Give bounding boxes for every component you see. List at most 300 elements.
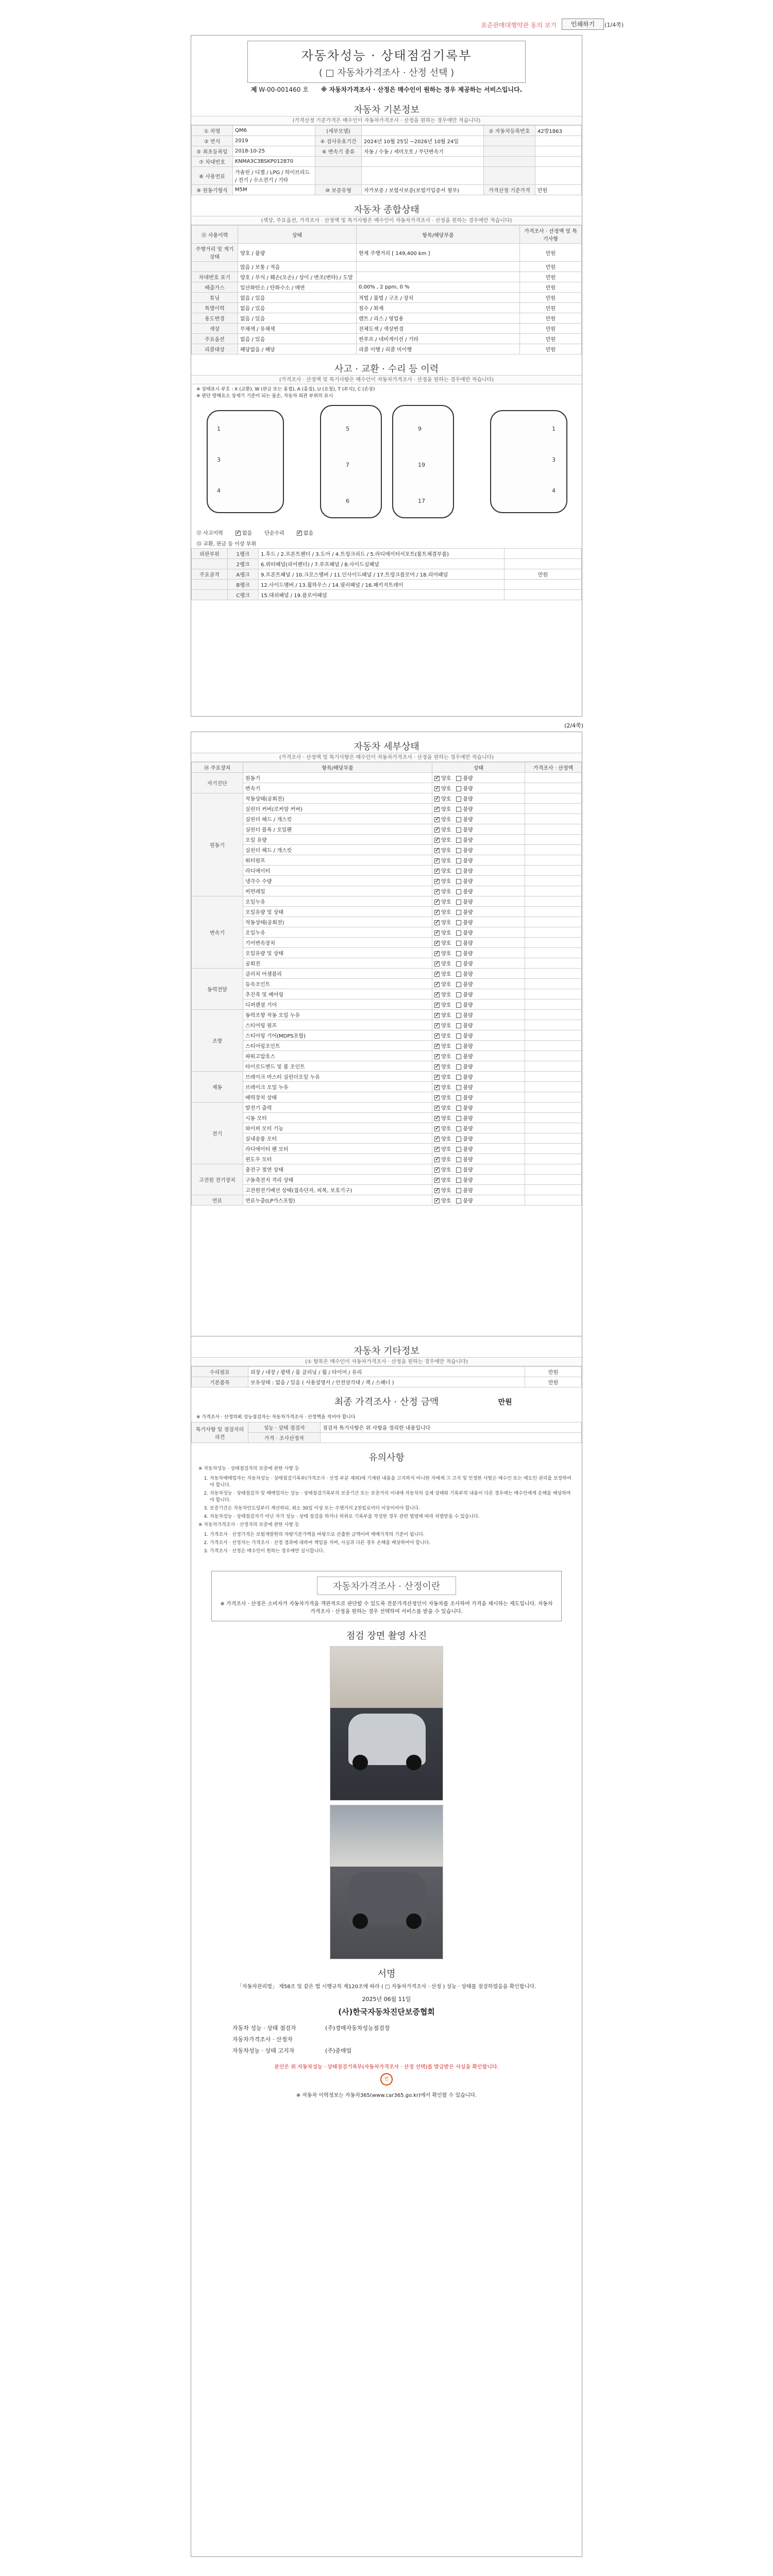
detail-item: 냉각수 수량 [243, 876, 432, 886]
detail-item: 오일유량 및 상태 [243, 948, 432, 958]
detail-device: 조향 [192, 1010, 243, 1072]
basic-value-b [362, 157, 484, 167]
detail-state: ✓ 양호 불량 [432, 969, 525, 979]
parts-rank: B랭크 [228, 580, 259, 590]
checkbox [456, 889, 461, 894]
overall-name: 특별이력 [192, 303, 238, 313]
doc-number-label: 제 [250, 86, 257, 93]
sign-role: 자동차가격조사 · 산정자 [232, 2036, 293, 2043]
detail-amount [525, 866, 582, 876]
parts-amount [505, 590, 582, 600]
sign-title: 서명 [377, 1969, 396, 1979]
sign-footer-2: ※ 자동차 이력정보는 자동차365(www.car365.go.kr)에서 확인할 수 있습니다. [296, 2093, 477, 2098]
detail-item: 스티어링 기어(MDPS포함) [243, 1030, 432, 1041]
detail-item: 타이로드엔드 및 볼 조인트 [243, 1061, 432, 1072]
detail-row [192, 1082, 582, 1092]
agreement-link[interactable]: 표준판매대행약관 동의 보기 [481, 22, 557, 29]
checkbox [456, 1003, 461, 1008]
sign-row [232, 2033, 541, 2045]
basic-label-2: 가격산정 기준가격 [484, 185, 535, 195]
detail-item: 원동기 [243, 773, 432, 783]
detail-row [192, 1164, 582, 1175]
checkbox [456, 951, 461, 956]
checkbox-checked [434, 1106, 440, 1111]
special-v-2 [321, 1433, 582, 1443]
detail-state: ✓ 양호 불량 [432, 886, 525, 896]
checkbox-checked [434, 1198, 440, 1204]
basic-row [192, 136, 582, 146]
detail-state: ✓ 양호 불량 [432, 1061, 525, 1072]
checkbox [456, 961, 461, 967]
detail-row [192, 1010, 582, 1020]
overall-item: 썬루프 / 네비게이션 / 기타 [357, 334, 520, 344]
overall-header-2: 상태 [238, 226, 357, 244]
detail-item: 구동축전지 격리 상태 [243, 1175, 432, 1185]
overall-state: 많음 / 보통 / 적음 [238, 262, 357, 272]
etc-items: 외장 / 내장 / 광택 / 룸 클리닝 / 휠 / 타이어 / 유리 [248, 1367, 525, 1377]
checkbox [456, 776, 461, 781]
special-table [191, 1422, 582, 1443]
accident-legend-1: ※ 상태표시 부호 : X (교환), W (판금 또는 용접), A (흠집), U (요철), T (부식), C (손상) [196, 387, 375, 392]
detail-header-2: 항목/해당부품 [243, 762, 432, 773]
overall-note: 만원 [520, 313, 582, 324]
etc-amount: 만원 [525, 1367, 582, 1377]
detail-amount [525, 1051, 582, 1061]
detail-item: 와이퍼 모터 기능 [243, 1123, 432, 1133]
detail-row [192, 804, 582, 814]
simple-repair-label: 단순수리 [264, 531, 284, 536]
etc-row [192, 1377, 582, 1387]
basic-label-2 [484, 136, 535, 146]
detail-amount [525, 793, 582, 804]
detail-amount [525, 1103, 582, 1113]
detail-state: ✓ 양호 불량 [432, 927, 525, 938]
basic-value-2: 만원 [535, 185, 582, 195]
checkbox [456, 930, 461, 936]
basic-label: ⑨ 원동기형식 [192, 185, 233, 195]
detail-item: 등속조인트 [243, 979, 432, 989]
checkbox [456, 1188, 461, 1193]
detail-amount [525, 824, 582, 835]
overall-state: 없음 / 있음 [238, 334, 357, 344]
detail-row [192, 958, 582, 969]
detail-amount [525, 1113, 582, 1123]
detail-item: 오일 유량 [243, 835, 432, 845]
etc-amount: 만원 [525, 1377, 582, 1387]
detail-state: ✓ 양호 불량 [432, 989, 525, 999]
overall-note: 만원 [520, 344, 582, 354]
detail-item: 충전구 절연 상태 [243, 1164, 432, 1175]
checkbox-checked [434, 1167, 440, 1173]
accident-history-label: ⑫ 사고이력 [196, 531, 223, 536]
parts-row [192, 559, 582, 569]
car-damage-diagram: 1 3 4 5 7 6 9 19 17 1 3 4 [196, 405, 577, 523]
detail-state: ✓ 양호 불량 [432, 979, 525, 989]
page-indicator: (1/4쪽) [604, 22, 624, 28]
detail-amount [525, 814, 582, 824]
basic-label: ⑦ 차대번호 [192, 157, 233, 167]
parts-row [192, 590, 582, 600]
detail-note: (가격조사 · 산정액 및 특기사항은 매수인이 자동차가격조사 · 산정을 원하는 경우에만 적습니다) [191, 753, 582, 762]
basic-value-2 [535, 167, 582, 185]
sign-date: 2025년 06월 11일 [362, 1996, 411, 2003]
checkbox [456, 1137, 461, 1142]
overall-name: 배출가스 [192, 282, 238, 293]
detail-row [192, 824, 582, 835]
detail-amount [525, 917, 582, 927]
detail-row [192, 855, 582, 866]
checkbox [456, 786, 461, 791]
checkbox-checked [434, 1013, 440, 1018]
detail-amount [525, 783, 582, 793]
sign-law: 「자동차관리법」 제58조 및 같은 법 시행규칙 제120조에 따라 ( □ 자동차가격조사 · 산정 ) 성능 · 상태를 점검하였음을 확인합니다. [237, 1984, 536, 1990]
detail-item: 배력장치 상태 [243, 1092, 432, 1103]
parts-rank: A랭크 [228, 569, 259, 580]
overall-table [191, 225, 582, 354]
checkbox-checked [434, 1054, 440, 1059]
parts-group [192, 590, 228, 600]
checkbox-checked [434, 1126, 440, 1131]
basic-label: ⑤ 최초등록일 [192, 146, 233, 157]
checkbox-checked [434, 1075, 440, 1080]
overall-row [192, 334, 582, 344]
overall-note: 만원 [520, 272, 582, 282]
etc-device: 기본품목 [192, 1377, 248, 1387]
parts-amount [505, 549, 582, 559]
overall-name: 주행거리 및 계기상태 [192, 244, 238, 262]
sheet-page-3 [191, 1336, 582, 2557]
parts-list: 6.쿼터패널(리어펜더) / 7.루프패널 / 8.사이드실패널 [259, 559, 505, 569]
detail-amount [525, 804, 582, 814]
detail-item: 스티어링 펌프 [243, 1020, 432, 1030]
overall-name: 용도변경 [192, 313, 238, 324]
parts-group [192, 580, 228, 590]
checkbox [456, 1126, 461, 1131]
overall-note: (색상, 주요옵션, 가격조사 · 산정액 및 특기사항은 매수인이 자동차가격조사 · 산정을 원하는 경우에만 적습니다) [191, 216, 582, 225]
detail-state: ✓ 양호 불량 [432, 1030, 525, 1041]
detail-item: 고전원전기배선 상태(접속단자, 피복, 보호기구) [243, 1185, 432, 1195]
detail-device: 변속기 [192, 896, 243, 969]
detail-state: ✓ 양호 불량 [432, 948, 525, 958]
detail-amount [525, 958, 582, 969]
checkbox-checked [434, 889, 440, 894]
detail-state: ✓ 양호 불량 [432, 1185, 525, 1195]
detail-device: 전기 [192, 1103, 243, 1164]
checkbox [456, 972, 461, 977]
detail-state: ✓ 양호 불량 [432, 876, 525, 886]
etc-device: 수리필요 [192, 1367, 248, 1377]
document-number-row [191, 83, 582, 95]
basic-label-b: (세부모델) [315, 126, 362, 136]
overall-state: 양호 / 불량 [238, 244, 357, 262]
detail-amount [525, 1092, 582, 1103]
sheet-page-2 [191, 732, 582, 1404]
checkbox-checked [434, 1033, 440, 1039]
sign-role: 자동차 성능 · 상태 점검자 [232, 2025, 296, 2031]
checkbox-checked [434, 1137, 440, 1142]
detail-state: ✓ 양호 불량 [432, 1154, 525, 1164]
checkbox-checked [434, 982, 440, 987]
basic-label: ① 차명 [192, 126, 233, 136]
detail-state: ✓ 양호 불량 [432, 855, 525, 866]
detail-amount [525, 1133, 582, 1144]
accident-note: (가격조사 · 산정액 및 특기사항은 매수인이 자동차가격조사 · 산정을 원하는 경우에만 적습니다) [191, 375, 582, 384]
checkbox [456, 838, 461, 843]
detail-item: 실린더 헤드 / 개스킷 [243, 845, 432, 855]
overall-note: 만원 [520, 244, 582, 262]
detail-device: 연료 [192, 1195, 243, 1206]
page-indicator-2: (2/4쪽) [564, 722, 583, 729]
detail-row [192, 1175, 582, 1185]
checkbox [456, 1064, 461, 1070]
checkbox-checked [434, 1023, 440, 1028]
overall-header-3: 항목/해당부품 [357, 226, 520, 244]
detail-row [192, 896, 582, 907]
checkbox [456, 1178, 461, 1183]
accident-history-value: 없음 [242, 531, 253, 536]
accident-title: 사고 · 교환 · 수리 등 이력 [334, 364, 439, 375]
basic-label-b: ⑥ 변속기 종류 [315, 146, 362, 157]
overall-item: 리콜 이행 / 리콜 미이행 [357, 344, 520, 354]
parts-amount [505, 559, 582, 569]
checkbox-checked [434, 807, 440, 812]
basic-info-table [191, 125, 582, 195]
detail-table [191, 762, 582, 1206]
notice-item: 2. 자동차성능 · 상태점검자 및 매매업자는 성능 · 상태점검기록부의 보증기간 또는 보증거리 이내에 자동차의 실제 상태와 기록부의 내용이 다른 경우에는 매수인에게 손해를 배상하여야 합니다. [210, 1490, 575, 1504]
checkbox [456, 1054, 461, 1059]
overall-header-4: 가격조사 · 산정액 및 특기사항 [520, 226, 582, 244]
parts-list: 15.대쉬패널 / 19.플로어패널 [259, 590, 505, 600]
detail-row [192, 1061, 582, 1072]
basic-row [192, 126, 582, 136]
sign-role: 자동차성능 · 상태 고지자 [232, 2047, 295, 2054]
detail-amount [525, 845, 582, 855]
detail-item: 스티어링조인트 [243, 1041, 432, 1051]
checkbox [456, 1116, 461, 1121]
overall-name: 튜닝 [192, 293, 238, 303]
notice-block [191, 1464, 582, 1558]
detail-row [192, 1051, 582, 1061]
detail-item: 디퍼렌셜 기어 [243, 999, 432, 1010]
overall-state: 무채색 / 유채색 [238, 324, 357, 334]
detail-item: 라디에이터 팬 모터 [243, 1144, 432, 1154]
sign-value: (주)경매자동차성능점검장 [325, 2025, 390, 2031]
basic-row [192, 157, 582, 167]
checkbox-checked [434, 1003, 440, 1008]
detail-row [192, 1103, 582, 1113]
detail-header-4: 가격조사 · 산정액 [525, 762, 582, 773]
notice-item: 3. 가격조사 · 산정은 매수인이 원하는 경우에만 실시합니다. [210, 1548, 575, 1555]
basic-label: ⑧ 사용연료 [192, 167, 233, 185]
special-v-1: 점검자 특기사항은 위 사항을 정리한 내용입니다 [321, 1422, 582, 1433]
detail-state: ✓ 양호 불량 [432, 1103, 525, 1113]
inspection-photo-1 [330, 1646, 443, 1801]
overall-title: 자동차 종합상태 [354, 205, 419, 215]
overall-row [192, 282, 582, 293]
detail-state: ✓ 양호 불량 [432, 999, 525, 1010]
checkbox [456, 900, 461, 905]
detail-device: 자기진단 [192, 773, 243, 793]
overall-note: 만원 [520, 262, 582, 272]
overall-state: 일산화탄소 / 탄화수소 / 매연 [238, 282, 357, 293]
detail-row [192, 835, 582, 845]
detail-device: 동력전달 [192, 969, 243, 1010]
detail-amount [525, 938, 582, 948]
detail-row [192, 814, 582, 824]
checkbox-checked [434, 786, 440, 791]
detail-state: ✓ 양호 불량 [432, 804, 525, 814]
overall-item: 0.00% , 2 ppm, 0 % [357, 282, 520, 293]
detail-state: ✓ 양호 불량 [432, 1041, 525, 1051]
notice-item: 1. 자동차매매업자는 자동차성능 · 상태점검기록부(가격조사 · 산정 부분 제외)에 기재된 내용을 고지하지 아니한 자에게 그 고지 및 인정한 사항은 매수인 또는 매도인 권리를 보장하여야 합니다. [210, 1476, 575, 1489]
notice-item: 4. 자동차성능 · 상태점검자가 아닌 자가 성능 · 상태 점검을 하거나 허위로 기록부를 작성한 경우 관련 법령에 따라 처벌받을 수 있습니다. [210, 1514, 575, 1520]
top-bar [0, 14, 773, 35]
detail-item: 변속기 [243, 783, 432, 793]
detail-item: 클러치 어셈블리 [243, 969, 432, 979]
detail-header-1: ⑭ 주요장치 [192, 762, 243, 773]
overall-name: 차대번호 표기 [192, 272, 238, 282]
overall-row [192, 303, 582, 313]
detail-row [192, 1195, 582, 1206]
checkbox [456, 941, 461, 946]
checkbox-checked [434, 848, 440, 853]
overall-item: 침수 / 화재 [357, 303, 520, 313]
checkbox-checked [434, 1064, 440, 1070]
checkbox-checked [434, 1116, 440, 1121]
checkbox [456, 1167, 461, 1173]
detail-state: ✓ 양호 불량 [432, 938, 525, 948]
basic-value: 가솔린 / 디젤 / LPG / 하이브리드 / 전기 / 수소전기 / 기타 [233, 167, 315, 185]
special-k-2: 가격 · 조사산정자 [248, 1433, 321, 1443]
detail-amount [525, 927, 582, 938]
detail-amount [525, 1144, 582, 1154]
detail-row [192, 1154, 582, 1164]
checkbox [456, 858, 461, 863]
detail-amount [525, 1195, 582, 1206]
detail-state: ✓ 양호 불량 [432, 814, 525, 824]
detail-item: 연료누출(LP가스포함) [243, 1195, 432, 1206]
detail-title: 자동차 세부상태 [354, 741, 419, 752]
basic-info-note: (가격산정 기준가격은 매수인이 자동차가격조사 · 산정을 원하는 경우에만 적습니다) [191, 116, 582, 125]
detail-item: 공회전 [243, 958, 432, 969]
detail-item: 파워고압호스 [243, 1051, 432, 1061]
detail-row [192, 1072, 582, 1082]
parts-title: ⑬ 교환, 판금 등 이상 부위 [196, 541, 257, 547]
basic-label-b: ④ 검사유효기간 [315, 136, 362, 146]
overall-header-1: ⑪ 사용이력 [192, 226, 238, 244]
detail-item: 추진축 및 베어링 [243, 989, 432, 999]
detail-row [192, 999, 582, 1010]
ad-box [211, 1571, 562, 1621]
detail-state: ✓ 양호 불량 [432, 1144, 525, 1154]
overall-state: 없음 / 있음 [238, 303, 357, 313]
overall-state: 없음 / 있음 [238, 313, 357, 324]
basic-value-2: 42방1863 [535, 126, 582, 136]
print-button[interactable]: 인쇄하기 [562, 19, 604, 30]
overall-note: 만원 [520, 324, 582, 334]
detail-item: 워터펌프 [243, 855, 432, 866]
parts-list: 12.사이드멤버 / 13.휠하우스 / 14.필러패널 / 16.패키지트레이 [259, 580, 505, 590]
checkbox-checked [434, 1147, 440, 1152]
detail-item: 실린더 헤드 / 개스킷 [243, 814, 432, 824]
basic-value: QM6 [233, 126, 315, 136]
parts-table [191, 548, 582, 600]
checkbox-checked [434, 817, 440, 822]
checkbox [456, 1033, 461, 1039]
overall-row [192, 293, 582, 303]
sheet-page-1 [191, 35, 582, 717]
final-title: 최종 가격조사 · 산정 금액 [334, 1397, 439, 1408]
document-title-box [247, 41, 526, 83]
basic-label-2 [484, 167, 535, 185]
detail-row [192, 948, 582, 958]
special-k-1: 성능 · 상태 점검자 [248, 1422, 321, 1433]
detail-item: 라디에이터 [243, 866, 432, 876]
overall-state: 없음 / 있음 [238, 293, 357, 303]
detail-state: ✓ 양호 불량 [432, 1010, 525, 1020]
checkbox-checked [434, 858, 440, 863]
sign-row [232, 2045, 541, 2056]
detail-item: 윈도우 모터 [243, 1154, 432, 1164]
parts-group [192, 559, 228, 569]
detail-row [192, 907, 582, 917]
detail-state: ✓ 양호 불량 [432, 1092, 525, 1103]
detail-state: ✓ 양호 불량 [432, 907, 525, 917]
checkbox-checked [434, 941, 440, 946]
detail-state: ✓ 양호 불량 [432, 958, 525, 969]
etc-title: 자동차 기타정보 [354, 1346, 419, 1357]
car-right-view [490, 410, 567, 513]
detail-amount [525, 886, 582, 896]
checkbox-checked [434, 930, 440, 936]
checkbox [456, 1023, 461, 1028]
detail-amount [525, 876, 582, 886]
overall-item [357, 262, 520, 272]
detail-row [192, 845, 582, 855]
checkbox-checked [434, 1085, 440, 1090]
parts-list: 1.후드 / 2.프론트펜더 / 3.도어 / 4.트렁크리드 / 5.라디에이터서포트(볼트체결부품) [259, 549, 505, 559]
checkbox [456, 848, 461, 853]
checkbox-checked [434, 796, 440, 802]
detail-state: ✓ 양호 불량 [432, 1195, 525, 1206]
overall-note: 만원 [520, 282, 582, 293]
checkbox-checked [434, 910, 440, 915]
overall-name [192, 262, 238, 272]
checkbox [456, 1013, 461, 1018]
detail-row [192, 876, 582, 886]
overall-item: 현재 주행거리 [ 149,400 km ] [357, 244, 520, 262]
checkbox [456, 1085, 461, 1090]
checkbox [456, 920, 461, 925]
detail-item: 기어변속장치 [243, 938, 432, 948]
basic-value: 2019 [233, 136, 315, 146]
detail-amount [525, 1123, 582, 1133]
etc-row [192, 1367, 582, 1377]
basic-row [192, 185, 582, 195]
checkbox-checked [434, 1188, 440, 1193]
detail-row [192, 783, 582, 793]
basic-row [192, 146, 582, 157]
checkbox-checked [434, 1178, 440, 1183]
detail-item: 오일유량 및 상태 [243, 907, 432, 917]
ad-title: 자동차가격조사 · 산정이란 [317, 1577, 456, 1595]
detail-state: ✓ 양호 불량 [432, 1082, 525, 1092]
checkbox [456, 796, 461, 802]
detail-item: 브레이크 오일 누유 [243, 1082, 432, 1092]
doc-number-suffix: 호 [303, 86, 309, 93]
detail-state: ✓ 양호 불량 [432, 1051, 525, 1061]
detail-header-3: 상태 [432, 762, 525, 773]
